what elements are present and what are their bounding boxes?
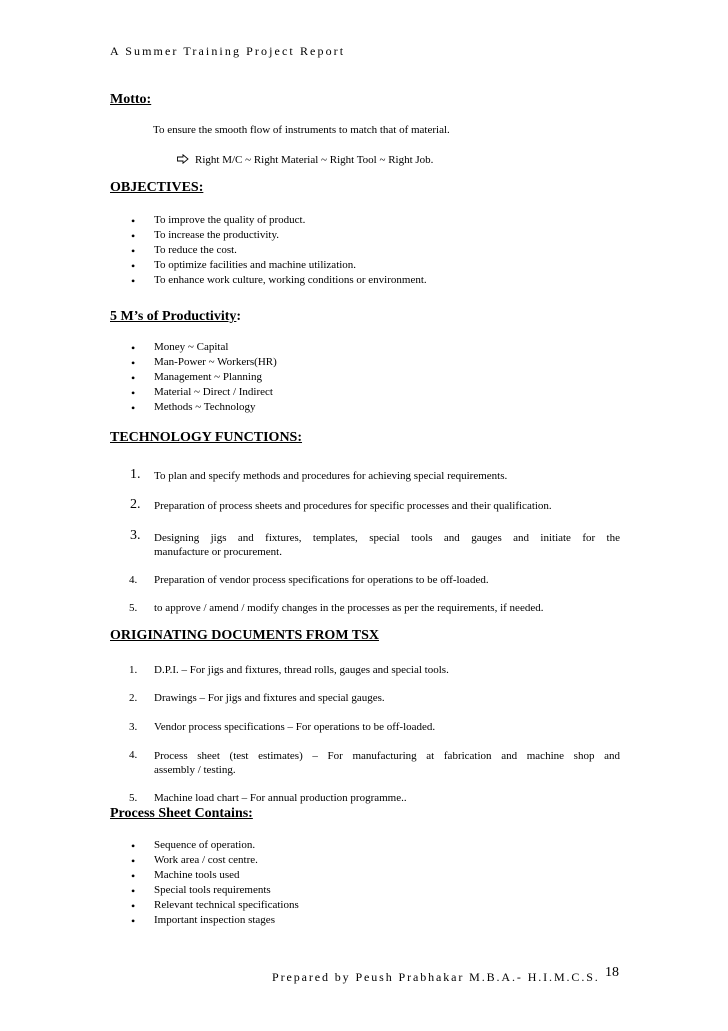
- bullet-dot-icon: •: [131, 839, 136, 853]
- bullet-dot-icon: •: [131, 274, 136, 288]
- motto-arrow-line: [177, 154, 433, 167]
- running-header: A Summer Training Project Report: [110, 44, 346, 58]
- motto-heading: Motto:: [110, 92, 152, 107]
- bullet-dot-icon: •: [131, 386, 136, 400]
- bullet-dot-icon: •: [131, 244, 136, 258]
- bullet-dot-icon: •: [131, 899, 136, 913]
- originating-documents-heading: ORIGINATING DOCUMENTS FROM TSX: [110, 628, 380, 643]
- bullet-dot-icon: •: [131, 884, 136, 898]
- bullet-dot-icon: •: [131, 869, 136, 883]
- bullet-dot-icon: •: [131, 401, 136, 415]
- motto-line: To ensure the smooth flow of instruments to match that of material.: [153, 124, 450, 136]
- bullet-dot-icon: •: [131, 356, 136, 370]
- bullet-dot-icon: •: [131, 914, 136, 928]
- bullet-dot-icon: •: [131, 229, 136, 243]
- bullet-dot-icon: •: [131, 854, 136, 868]
- bullet-dot-icon: •: [131, 214, 136, 228]
- footer-prepared-by: Prepared by Peush Prabhakar M.B.A.- H.I.M.C.S.: [272, 970, 600, 984]
- five-ms-heading: 5 M’s of Productivity:: [110, 309, 242, 324]
- motto-arrow-text: Right M/C ~ Right Material ~ Right Tool ~ Right Job.: [195, 154, 434, 166]
- bullet-dot-icon: •: [131, 341, 136, 355]
- process-sheet-heading: Process Sheet Contains:: [110, 806, 253, 821]
- objectives-heading: OBJECTIVES:: [110, 180, 204, 195]
- technology-functions-heading: TECHNOLOGY FUNCTIONS:: [110, 430, 303, 445]
- page-number: 18: [605, 965, 619, 980]
- bullet-dot-icon: •: [131, 371, 136, 385]
- bullet-dot-icon: •: [131, 259, 136, 273]
- hollow-right-arrow-icon: [177, 154, 189, 167]
